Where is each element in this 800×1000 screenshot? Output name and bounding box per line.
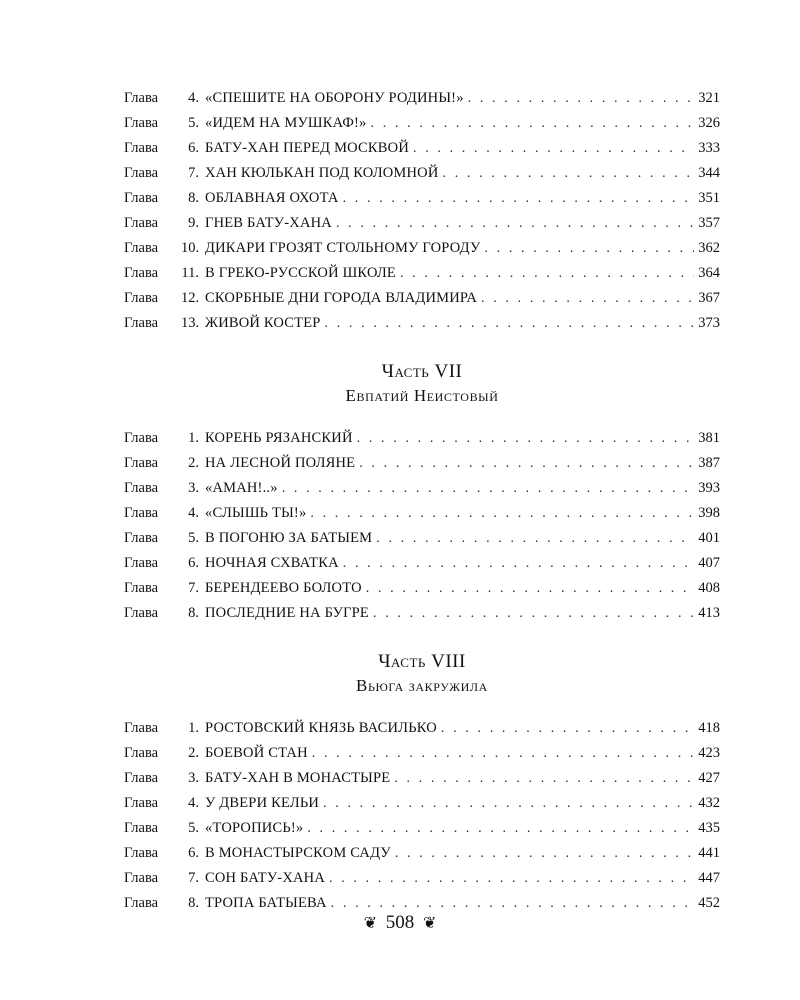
chapter-title: ЖИВОЙ КОСТЕР <box>205 315 321 331</box>
part-heading <box>124 650 720 698</box>
toc-entry <box>124 716 720 741</box>
dot-leader <box>336 211 694 236</box>
chapter-number: 3. <box>188 770 199 786</box>
page-number: 344 <box>698 165 720 181</box>
chapter-label: Глава <box>124 165 159 181</box>
chapter-label: Глава <box>124 265 159 281</box>
chapter-title: В МОНАСТЫРСКОМ САДУ <box>205 845 391 861</box>
chapter-title: КОРЕНЬ РЯЗАНСКИЙ <box>205 430 353 446</box>
page-number: 427 <box>698 770 720 786</box>
dot-leader <box>395 841 694 866</box>
chapter-number: 12. <box>181 290 200 306</box>
chapter-label: Глава <box>124 240 159 256</box>
chapter-title: НА ЛЕСНОЙ ПОЛЯНЕ <box>205 455 356 471</box>
chapter-title: БАТУ-ХАН ПЕРЕД МОСКВОЙ <box>205 140 409 156</box>
chapter-label: Глава <box>124 555 159 571</box>
chapter-label: Глава <box>124 90 159 106</box>
part-title: Часть VIII <box>378 651 466 672</box>
chapter-number: 11. <box>181 265 199 281</box>
dot-leader <box>329 866 694 891</box>
part-heading <box>124 360 720 408</box>
toc-entry <box>124 741 720 766</box>
page-number: 408 <box>698 580 720 596</box>
chapter-number: 8. <box>188 190 199 206</box>
page-number: 423 <box>698 745 720 761</box>
folio-page-number: 508 <box>385 912 415 933</box>
toc-entry <box>124 866 720 891</box>
chapter-title: У ДВЕРИ КЕЛЬИ <box>205 795 320 811</box>
chapter-title: «ИДЕМ НА МУШКАФ!» <box>205 115 367 131</box>
dot-leader <box>413 136 694 161</box>
chapter-label: Глава <box>124 895 159 911</box>
chapter-title: ДИКАРИ ГРОЗЯТ СТОЛЬНОМУ ГОРОДУ <box>205 240 481 256</box>
page-number: 413 <box>698 605 720 621</box>
toc-entry <box>124 791 720 816</box>
toc-entry <box>124 426 720 451</box>
chapter-number: 4. <box>188 505 199 521</box>
toc-entry <box>124 451 720 476</box>
chapter-title: ГНЕВ БАТУ-ХАНА <box>205 215 332 231</box>
chapter-label: Глава <box>124 720 159 736</box>
chapter-title: РОСТОВСКИЙ КНЯЗЬ ВАСИЛЬКО <box>205 720 437 736</box>
chapter-number: 2. <box>188 455 199 471</box>
chapter-number: 3. <box>188 480 199 496</box>
dot-leader <box>373 601 694 626</box>
chapter-title: ОБЛАВНАЯ ОХОТА <box>205 190 339 206</box>
chapter-title: БАТУ-ХАН В МОНАСТЫРЕ <box>205 770 391 786</box>
chapter-title: «СЛЫШЬ ТЫ!» <box>205 505 307 521</box>
dot-leader <box>366 576 694 601</box>
chapter-number: 4. <box>188 795 199 811</box>
chapter-title: «АМАН!..» <box>205 480 278 496</box>
page-number: 435 <box>698 820 720 836</box>
dot-leader <box>441 716 694 741</box>
dot-leader <box>481 286 694 311</box>
page-number: 381 <box>698 430 720 446</box>
part-subtitle: Евпатий Неистовый <box>345 386 499 405</box>
dot-leader <box>468 86 695 111</box>
toc-entry <box>124 816 720 841</box>
page-number: 418 <box>698 720 720 736</box>
chapter-label: Глава <box>124 115 159 131</box>
chapter-number: 5. <box>188 530 199 546</box>
page-number: 364 <box>698 265 720 281</box>
chapter-label: Глава <box>124 820 159 836</box>
chapter-number: 10. <box>181 240 200 256</box>
chapter-label: Глава <box>124 870 159 886</box>
page-number: 373 <box>698 315 720 331</box>
dot-leader <box>323 791 694 816</box>
chapter-number: 13. <box>181 315 200 331</box>
chapter-title: НОЧНАЯ СХВАТКА <box>205 555 339 571</box>
chapter-number: 5. <box>188 115 199 131</box>
dot-leader <box>282 476 695 501</box>
dot-leader <box>343 551 694 576</box>
chapter-label: Глава <box>124 455 159 471</box>
toc-section <box>124 716 720 916</box>
page-number: 393 <box>698 480 720 496</box>
chapter-title: БОЕВОЙ СТАН <box>205 745 308 761</box>
toc-entry <box>124 601 720 626</box>
page-number: 407 <box>698 555 720 571</box>
chapter-label: Глава <box>124 140 159 156</box>
page-number: 432 <box>698 795 720 811</box>
page-footer <box>0 908 800 938</box>
chapter-label: Глава <box>124 290 159 306</box>
page-number: 357 <box>698 215 720 231</box>
dot-leader <box>376 526 694 551</box>
chapter-label: Глава <box>124 605 159 621</box>
page-number: 401 <box>698 530 720 546</box>
ornament-left-icon: ❦ <box>363 915 377 932</box>
chapter-label: Глава <box>124 770 159 786</box>
toc-section <box>124 86 720 336</box>
toc-entry <box>124 86 720 111</box>
dot-leader <box>443 161 695 186</box>
toc-section <box>124 426 720 626</box>
chapter-title: «СПЕШИТЕ НА ОБОРОНУ РОДИНЫ!» <box>205 90 464 106</box>
toc-entry <box>124 841 720 866</box>
page-number: 398 <box>698 505 720 521</box>
chapter-title: ТРОПА БАТЫЕВА <box>205 895 327 911</box>
page-number: 321 <box>698 90 720 106</box>
toc-entry <box>124 111 720 136</box>
chapter-label: Глава <box>124 530 159 546</box>
page-number: 447 <box>698 870 720 886</box>
chapter-number: 6. <box>188 140 199 156</box>
chapter-number: 7. <box>188 870 199 886</box>
chapter-label: Глава <box>124 190 159 206</box>
page-number: 387 <box>698 455 720 471</box>
chapter-number: 6. <box>188 845 199 861</box>
toc-entry <box>124 551 720 576</box>
dot-leader <box>357 426 695 451</box>
chapter-number: 9. <box>188 215 199 231</box>
dot-leader <box>371 111 695 136</box>
page-number: 362 <box>698 240 720 256</box>
chapter-title: ХАН КЮЛЬКАН ПОД КОЛОМНОЙ <box>205 165 439 181</box>
page-number: 441 <box>698 845 720 861</box>
chapter-number: 5. <box>188 820 199 836</box>
dot-leader <box>359 451 694 476</box>
toc-entry <box>124 261 720 286</box>
chapter-label: Глава <box>124 745 159 761</box>
page-number: 367 <box>698 290 720 306</box>
dot-leader <box>307 816 694 841</box>
chapter-label: Глава <box>124 795 159 811</box>
chapter-label: Глава <box>124 480 159 496</box>
chapter-number: 1. <box>188 720 199 736</box>
table-of-contents <box>124 86 720 916</box>
page-number: 326 <box>698 115 720 131</box>
chapter-title: СКОРБНЫЕ ДНИ ГОРОДА ВЛАДИМИРА <box>205 290 478 306</box>
part-subtitle: Вьюга закружила <box>356 676 488 695</box>
chapter-title: В ГРЕКО-РУССКОЙ ШКОЛЕ <box>205 265 396 281</box>
chapter-title: В ПОГОНЮ ЗА БАТЫЕМ <box>205 530 373 546</box>
chapter-label: Глава <box>124 505 159 521</box>
chapter-number: 1. <box>188 430 199 446</box>
chapter-label: Глава <box>124 315 159 331</box>
dot-leader <box>484 236 694 261</box>
chapter-number: 8. <box>188 895 199 911</box>
chapter-title: «ТОРОПИСЬ!» <box>205 820 304 836</box>
chapter-label: Глава <box>124 580 159 596</box>
chapter-number: 7. <box>188 165 199 181</box>
chapter-title: БЕРЕНДЕЕВО БОЛОТО <box>205 580 362 596</box>
dot-leader <box>325 311 695 336</box>
chapter-number: 6. <box>188 555 199 571</box>
chapter-number: 8. <box>188 605 199 621</box>
chapter-number: 2. <box>188 745 199 761</box>
toc-entry <box>124 501 720 526</box>
dot-leader <box>310 501 694 526</box>
dot-leader <box>400 261 694 286</box>
page-number: 452 <box>698 895 720 911</box>
toc-entry <box>124 526 720 551</box>
chapter-number: 4. <box>188 90 199 106</box>
chapter-number: 7. <box>188 580 199 596</box>
chapter-label: Глава <box>124 430 159 446</box>
chapter-title: ПОСЛЕДНИЕ НА БУГРЕ <box>205 605 369 621</box>
toc-entry <box>124 186 720 211</box>
part-title: Часть VII <box>381 361 463 382</box>
chapter-label: Глава <box>124 845 159 861</box>
toc-entry <box>124 236 720 261</box>
dot-leader <box>343 186 695 211</box>
toc-entry <box>124 476 720 501</box>
chapter-label: Глава <box>124 215 159 231</box>
toc-entry <box>124 211 720 236</box>
toc-entry <box>124 161 720 186</box>
toc-entry <box>124 286 720 311</box>
chapter-title: СОН БАТУ-ХАНА <box>205 870 326 886</box>
toc-entry <box>124 766 720 791</box>
page-number: 333 <box>698 140 720 156</box>
toc-entry <box>124 136 720 161</box>
toc-entry <box>124 576 720 601</box>
page-number: 351 <box>698 190 720 206</box>
toc-entry <box>124 311 720 336</box>
ornament-right-icon: ❦ <box>423 915 437 932</box>
dot-leader <box>312 741 695 766</box>
dot-leader <box>394 766 694 791</box>
